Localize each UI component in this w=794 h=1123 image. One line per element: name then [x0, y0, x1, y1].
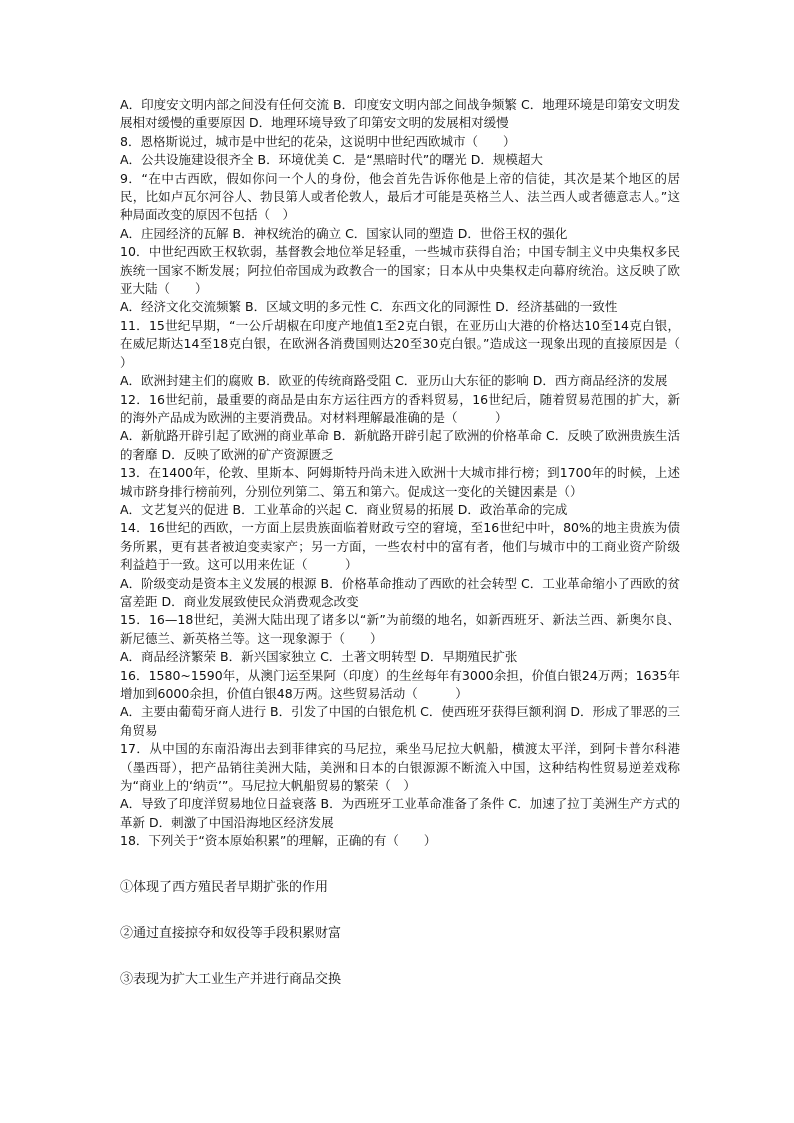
question-9: 9．“在中古西欧，假如你问一个人的身份，他会首先告诉你他是上帝的信徒，其次是某个地区的居民，比如卢瓦尔河谷人、勃艮第人或者伦敦人，最后才可能是英格兰人、法兰西人或者德意志人。”这种局面改变的原因不包括（ ） [120, 170, 680, 223]
question-8: 8．恩格斯说过，城市是中世纪的花朵，这说明中世纪西欧城市（ ） [120, 133, 516, 149]
question-13: 13．在1400年，伦敦、里斯本、阿姆斯特丹尚未进入欧洲十大城市排行榜；到1700年的时候，上述城市跻身排行榜前列，分别位列第二、第五和第六。促成这一变化的关键因素是（） [120, 465, 680, 499]
document-body [120, 96, 706, 989]
question-11: 11．15世纪早期，“一公斤胡椒在印度产地值1至2克白银，在亚历山大港的价格达10至14克白银，在威尼斯达14至18克白银，在欧洲各消费国则达20至30克白银。”造成这一现象出现的直接原因是（ ） [120, 317, 706, 370]
options-q7: A．印度安文明内部之间没有任何交流 B．印度安文明内部之间战争频繁 C．地理环境是印第安文明发展相对缓慢的重要原因 D．地理环境导致了印第安文明的发展相对缓慢 [120, 97, 680, 131]
options-q17: A．导致了印度洋贸易地位日益衰落 B．为西班牙工业革命准备了条件 C．加速了拉丁美洲生产方式的革新 D．刺激了中国沿海地区经济发展 [120, 796, 680, 830]
spacer [120, 943, 680, 971]
options-q13: A．文艺复兴的促进 B．工业革命的兴起 C．商业贸易的拓展 D．政治革命的完成 [120, 501, 568, 517]
question-10: 10．中世纪西欧王权软弱，基督教会地位举足轻重，一些城市获得自治；中国专制主义中央集权多民族统一国家不断发展；阿拉伯帝国成为政教合一的国家；日本从中央集权走向幕府统治。这反映了欧亚大陆（ ） [120, 244, 680, 297]
statement-3: ③表现为扩大工业生产并进行商品交换 [120, 971, 342, 987]
spacer [120, 851, 680, 879]
options-q11: A．欧洲封建主们的腐败 B．欧亚的传统商路受阻 C．亚历山大东征的影响 D．西方商品经济的发展 [120, 373, 668, 389]
spacer [120, 897, 680, 925]
statement-2: ②通过直接掠夺和奴役等手段积累财富 [120, 925, 342, 941]
options-q12: A．新航路开辟引起了欧洲的商业革命 B．新航路开辟引起了欧洲的价格革命 C．反映了欧洲贵族生活的奢靡 D．反映了欧洲的矿产资源匮乏 [120, 428, 680, 462]
options-q14: A．阶级变动是资本主义发展的根源 B．价格革命推动了西欧的社会转型 C．工业革命缩小了西欧的贫富差距 D．商业发展致使民众消费观念改变 [120, 575, 680, 609]
question-15: 15．16—18世纪，美洲大陆出现了诸多以“新”为前缀的地名，如新西班牙、新法兰西、新奥尔良、新尼德兰、新英格兰等。这一现象源于（ ） [120, 612, 680, 646]
question-18: 18．下列关于“资本原始积累”的理解，正确的有（ ） [120, 833, 437, 849]
options-q16: A．主要由葡萄牙商人进行 B．引发了中国的白银危机 C．使西班牙获得巨额利润 D．形成了罪恶的三角贸易 [120, 704, 680, 738]
question-17: 17．从中国的东南沿海出去到菲律宾的马尼拉，乘坐马尼拉大帆船，横渡太平洋，到阿卡普尔科港（墨西哥），把产品销往美洲大陆，美洲和日本的白银源源不断流入中国，这种结构性贸易逆差戏称为“商业上的‘纳贡’”。马尼拉大帆船贸易的繁荣（ ） [120, 741, 680, 794]
statement-1: ①体现了西方殖民者早期扩张的作用 [120, 879, 329, 895]
options-q15: A．商品经济繁荣 B．新兴国家独立 C．土著文明转型 D．早期殖民扩张 [120, 649, 518, 665]
question-16: 16．1580~1590年，从澳门运至果阿（印度）的生丝每年有3000余担，价值白银24万两；1635年增加到6000余担，价值白银48万两。这些贸易活动（ ） [120, 667, 680, 701]
options-q8: A．公共设施建设很齐全 B．环境优美 C．是“黑暗时代”的曙光 D．规模超大 [120, 152, 543, 168]
options-q9: A．庄园经济的瓦解 B．神权统治的确立 C．国家认同的塑造 D．世俗王权的强化 [120, 225, 568, 241]
question-14: 14．16世纪的西欧，一方面上层贵族面临着财政亏空的窘境，至16世纪中叶，80%的地主贵族为债务所累，更有甚者被迫变卖家产；另一方面，一些农村中的富有者，他们与城市中的工商业资产阶级利益趋于一致。这可以用来佐证（ ） [120, 520, 680, 573]
options-q10: A．经济文化交流频繁 B．区域文明的多元性 C．东西文化的同源性 D．经济基础的一致性 [120, 299, 618, 315]
question-12: 12．16世纪前，最重要的商品是由东方运往西方的香料贸易，16世纪后，随着贸易范围的扩大，新的海外产品成为欧洲的主要消费品。对材料理解最准确的是（ ） [120, 391, 680, 425]
